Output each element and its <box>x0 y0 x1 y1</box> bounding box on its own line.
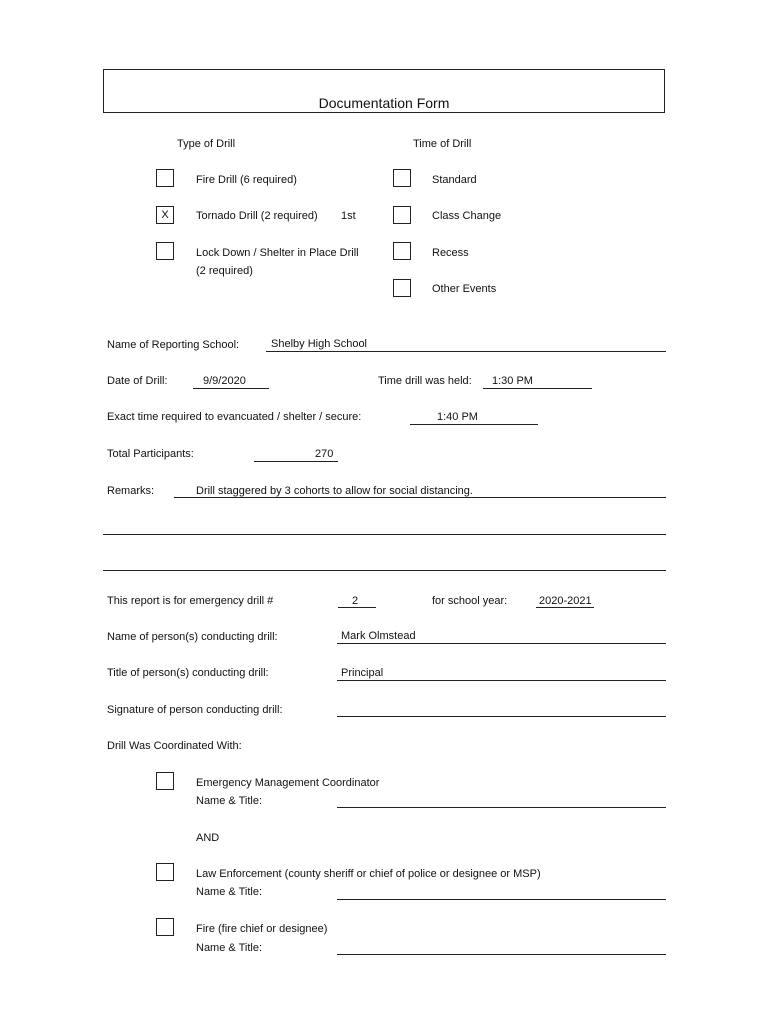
participants-label: Total Participants: <box>107 448 194 460</box>
time-held-underline <box>483 388 592 389</box>
emergency-management-name-title-label: Name & Title: <box>196 795 263 807</box>
participants-underline <box>254 461 338 462</box>
remarks-label: Remarks: <box>107 485 155 497</box>
conductor-title-underline <box>337 680 666 681</box>
fire-chief-checkbox[interactable] <box>156 918 174 936</box>
recess-checkbox[interactable] <box>393 242 411 260</box>
standard-checkbox[interactable] <box>393 169 411 187</box>
emergency-management-checkbox[interactable] <box>156 772 174 790</box>
other-events-label: Other Events <box>432 283 497 295</box>
other-events-checkbox[interactable] <box>393 279 411 297</box>
school-label: Name of Reporting School: <box>107 339 240 351</box>
form-title: Documentation Form <box>318 95 450 111</box>
conductor-title-label: Title of person(s) conducting drill: <box>107 667 269 679</box>
participants-value[interactable]: 270 <box>315 448 334 460</box>
remarks-line-3[interactable] <box>103 570 666 571</box>
school-year-value[interactable]: 2020-2021 <box>539 595 592 607</box>
time-held-label: Time drill was held: <box>378 375 472 387</box>
fire-drill-label: Fire Drill (6 required) <box>196 174 297 186</box>
recess-label: Recess <box>432 247 469 259</box>
remarks-line-2[interactable] <box>103 534 666 535</box>
school-underline <box>266 351 666 352</box>
tornado-drill-note: 1st <box>341 210 356 222</box>
signature-line[interactable] <box>337 716 666 717</box>
school-value[interactable]: Shelby High School <box>271 338 368 350</box>
and-label: AND <box>196 832 220 844</box>
remarks-value[interactable]: Drill staggered by 3 cohorts to allow for social distancing. <box>196 485 473 497</box>
lockdown-drill-checkbox[interactable] <box>156 242 174 260</box>
class-change-checkbox[interactable] <box>393 206 411 224</box>
coordinated-label: Drill Was Coordinated With: <box>107 740 242 752</box>
emergency-management-name-line[interactable] <box>337 807 666 808</box>
school-year-label: for school year: <box>432 595 508 607</box>
type-of-drill-heading: Type of Drill <box>177 138 236 150</box>
fire-chief-label: Fire (fire chief or designee) <box>196 923 328 935</box>
conductor-name-label: Name of person(s) conducting drill: <box>107 631 278 643</box>
remarks-underline <box>174 497 666 498</box>
date-value[interactable]: 9/9/2020 <box>203 375 246 387</box>
report-underline <box>338 607 376 608</box>
class-change-label: Class Change <box>432 210 502 222</box>
date-label: Date of Drill: <box>107 375 168 387</box>
report-label: This report is for emergency drill # <box>107 595 274 607</box>
fire-chief-name-line[interactable] <box>337 954 666 955</box>
emergency-management-label: Emergency Management Coordinator <box>196 777 380 789</box>
tornado-drill-label: Tornado Drill (2 required) <box>196 210 318 222</box>
conductor-name-underline <box>337 643 666 644</box>
fire-chief-name-title-label: Name & Title: <box>196 942 263 954</box>
signature-label: Signature of person conducting drill: <box>107 704 283 716</box>
date-underline <box>193 388 269 389</box>
fire-drill-checkbox[interactable] <box>156 169 174 187</box>
time-held-value[interactable]: 1:30 PM <box>492 375 533 387</box>
lockdown-drill-label-2: (2 required) <box>196 265 253 277</box>
standard-label: Standard <box>432 174 477 186</box>
law-enforcement-name-title-label: Name & Title: <box>196 886 263 898</box>
exact-time-value[interactable]: 1:40 PM <box>437 411 478 423</box>
exact-time-label: Exact time required to evancuated / shelter / secure: <box>107 411 362 423</box>
tornado-drill-checkbox[interactable]: X <box>156 206 174 224</box>
exact-time-underline <box>410 424 538 425</box>
school-year-underline <box>536 607 594 608</box>
law-enforcement-checkbox[interactable] <box>156 863 174 881</box>
conductor-name-value[interactable]: Mark Olmstead <box>341 630 416 642</box>
report-value[interactable]: 2 <box>352 595 359 607</box>
time-of-drill-heading: Time of Drill <box>413 138 472 150</box>
law-enforcement-name-line[interactable] <box>337 899 666 900</box>
law-enforcement-label: Law Enforcement (county sheriff or chief of police or designee or MSP) <box>196 868 541 880</box>
conductor-title-value[interactable]: Principal <box>341 667 384 679</box>
lockdown-drill-label: Lock Down / Shelter in Place Drill <box>196 247 359 259</box>
